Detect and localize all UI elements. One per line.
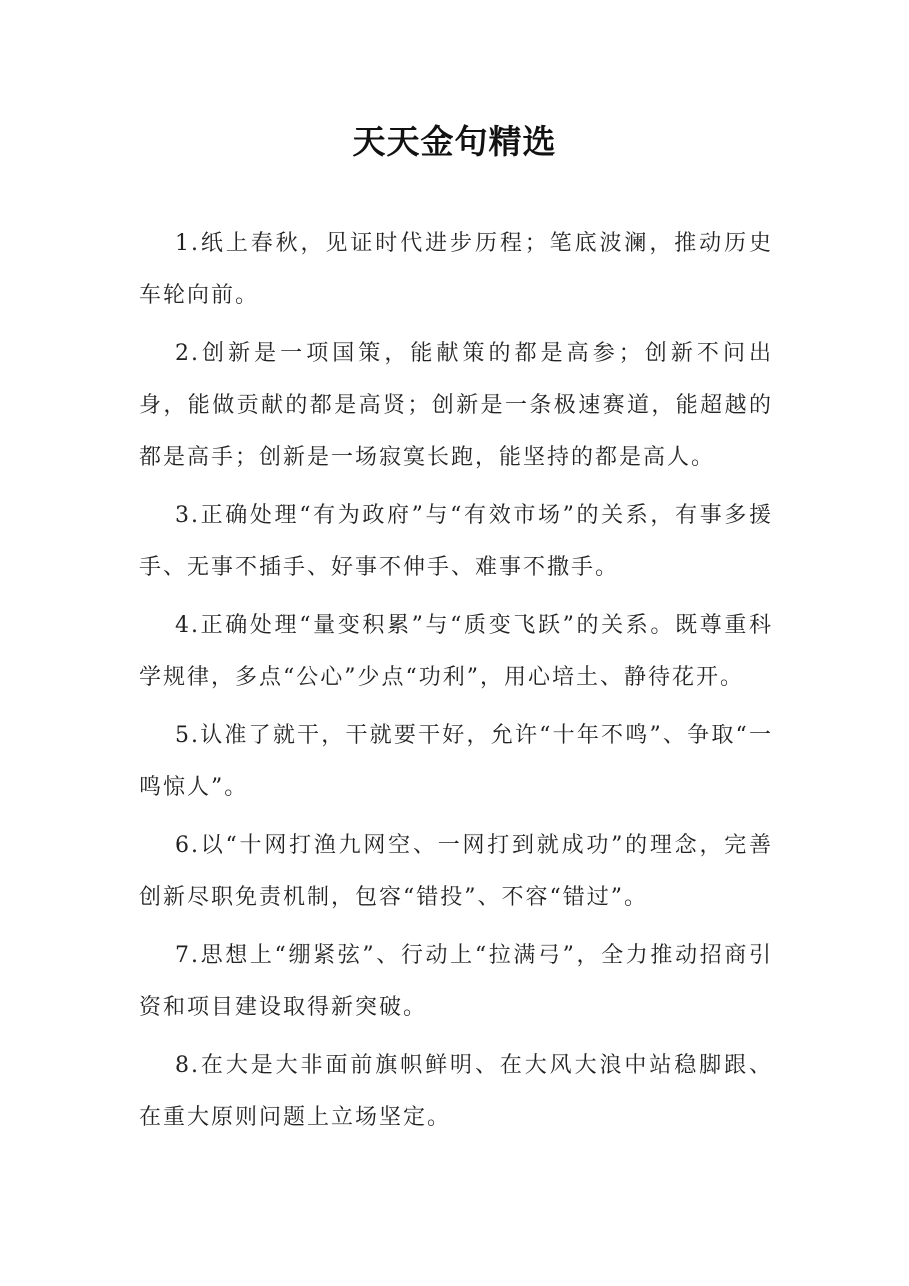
quote-item-1: 1.纸上春秋，见证时代进步历程；笔底波澜，推动历史车轮向前。: [139, 231, 773, 308]
quote-item-4: 4.正确处理“量变积累”与“质变飞跃”的关系。既尊重科学规律，多点“公心”少点“功利”，用心培土、静待花开。: [139, 613, 773, 690]
quote-item-5: 5.认准了就干，干就要干好，允许“十年不鸣”、争取“一鸣惊人”。: [139, 723, 773, 800]
quote-item-8: 8.在大是大非面前旗帜鲜明、在大风大浪中站稳脚跟、在重大原则问题上立场坚定。: [139, 1053, 773, 1130]
quote-item-3: 3.正确处理“有为政府”与“有效市场”的关系，有事多援手、无事不插手、好事不伸手、难事不撒手。: [139, 503, 773, 580]
quote-item-6: 6.以“十网打渔九网空、一网打到就成功”的理念，完善创新尽职免责机制，包容“错投”、不容“错过”。: [139, 833, 773, 910]
quote-item-2: 2.创新是一项国策，能献策的都是高参；创新不问出身，能做贡献的都是高贤；创新是一条极速赛道，能超越的都是高手；创新是一场寂寞长跑，能坚持的都是高人。: [139, 341, 773, 470]
document-title: 天天金句精选: [352, 122, 557, 161]
quote-item-7: 7.思想上“绷紧弦”、行动上“拉满弓”，全力推动招商引资和项目建设取得新突破。: [139, 943, 773, 1020]
document-body: [139, 218, 773, 1150]
